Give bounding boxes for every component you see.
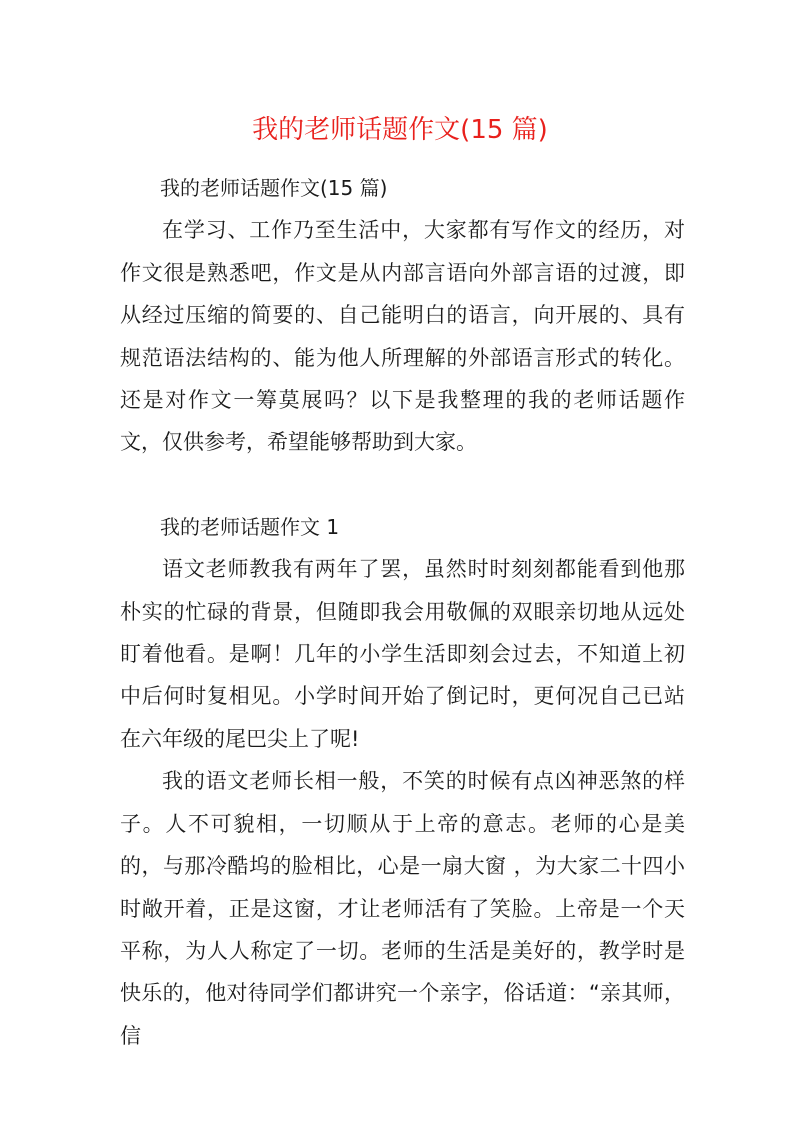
paragraph-spacer [120, 464, 685, 506]
document-subtitle: 我的老师话题作文(15 篇) [160, 176, 388, 200]
document-body [120, 167, 685, 1057]
essay-paragraph: 语文老师教我有两年了罢，虽然时时刻刻都能看到他那朴实的忙碌的背景，但随即我会用敬佩的双眼亲切地从远处盯着他看。是啊！几年的小学生活即刻会过去，不知道上初中后何时复相见。小学时间开始了倒记时，更何况自己已站在六年级的尾巴尖上了呢! [120, 557, 685, 751]
document-title: 我的老师话题作文(15 篇) [252, 115, 548, 145]
essay-paragraph: 我的语文老师长相一般，不笑的时候有点凶神恶煞的样子。人不可貌相，一切顺从于上帝的意志。老师的心是美的，与那冷酷坞的脸相比，心是一扇大窗 ，为大家二十四小时敞开着，正是这窗，才让老师活有了笑脸。上帝是一个天平称，为人人称定了一切。老师的生活是美好的，教学时是快乐的，他对待同学们都讲究一个亲字，俗话道：“亲其师，信 [120, 769, 685, 1048]
essay-heading: 我的老师话题作文 1 [160, 514, 340, 539]
intro-paragraph: 在学习、工作乃至生活中，大家都有写作文的经历，对作文很是熟悉吧，作文是从内部言语向外部言语的过渡，即从经过压缩的简要的、自己能明白的语言，向开展的、具有规范语法结构的、能为他人所理解的外部语言形式的转化。还是对作文一筹莫展吗？以下是我整理的我的老师话题作文，仅供参考，希望能够帮助到大家。 [120, 218, 685, 455]
